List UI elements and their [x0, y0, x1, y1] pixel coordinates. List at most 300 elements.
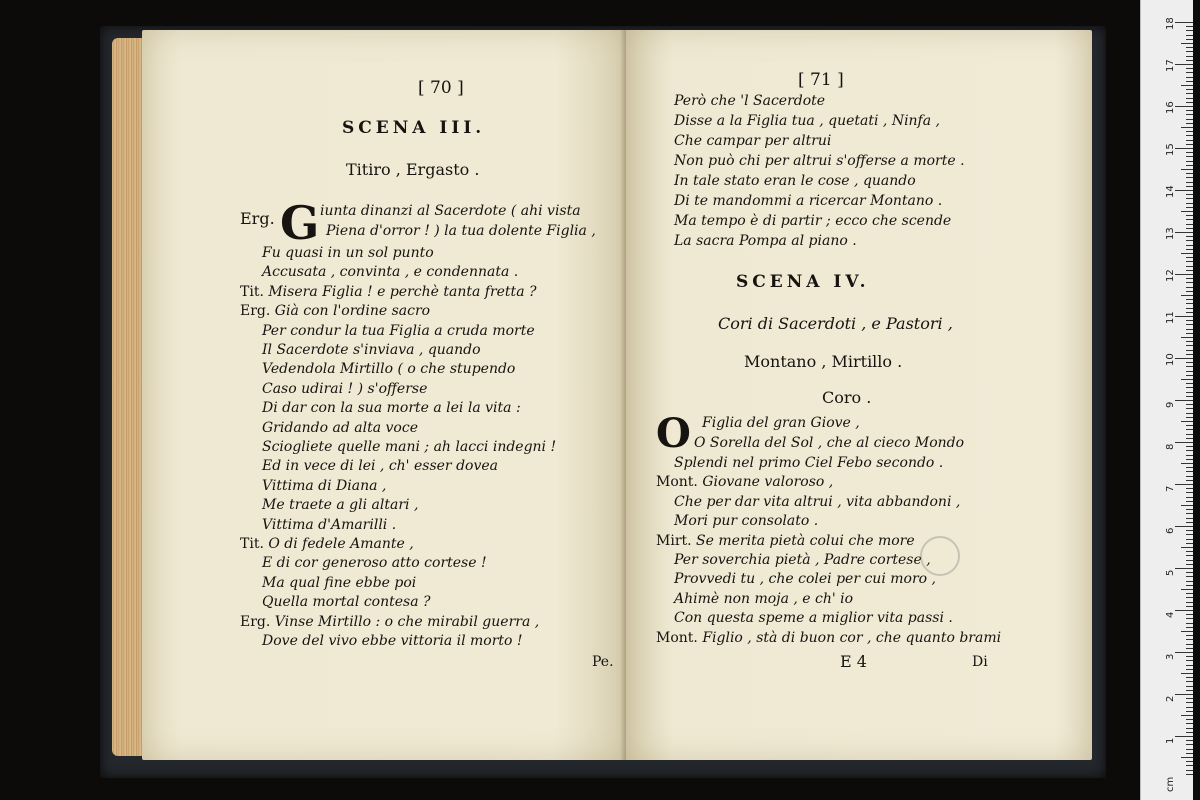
verse-line [240, 457, 498, 475]
ruler-tick [1186, 203, 1193, 204]
verse-line [674, 132, 831, 150]
verse-text: Fu quasi in un sol punto [262, 245, 434, 261]
verse-line [240, 283, 537, 301]
ruler-number: 13 [1165, 227, 1176, 240]
verse-line [656, 551, 931, 569]
verse-text: Però che 'l Sacerdote [674, 93, 826, 109]
ruler-tick [1186, 194, 1193, 195]
ruler-tick [1186, 539, 1193, 540]
ruler-number: 14 [1165, 185, 1176, 198]
library-stamp-mark [920, 536, 960, 576]
verse-line [240, 535, 414, 553]
ruler-tick [1186, 47, 1193, 48]
ruler-tick [1181, 169, 1193, 170]
verse-line [656, 609, 953, 627]
ruler-tick [1186, 257, 1193, 258]
ruler-tick [1186, 131, 1193, 132]
ruler-tick [1186, 614, 1193, 615]
verse-text: Di dar con la sua morte a lei la vita : [262, 400, 521, 417]
ruler-tick [1186, 387, 1193, 388]
speaker-label: Erg. [240, 209, 275, 228]
ruler-number: 10 [1165, 353, 1176, 366]
verse-text: E di cor generoso atto cortese ! [262, 555, 487, 572]
ruler-number: 3 [1165, 653, 1176, 660]
ruler-number: 9 [1165, 401, 1176, 408]
ruler-tick [1186, 639, 1193, 640]
left-page [142, 30, 628, 760]
ruler-tick [1175, 274, 1193, 275]
ruler-tick [1186, 114, 1193, 115]
verse-text: Ma qual fine ebbe poi [262, 574, 417, 591]
ruler-tick [1186, 350, 1193, 351]
ruler-tick [1181, 463, 1193, 464]
ruler-tick [1186, 446, 1193, 447]
ruler-tick [1186, 333, 1193, 334]
ruler-tick [1186, 102, 1193, 103]
ruler-tick [1186, 366, 1193, 367]
verse-line [240, 554, 487, 572]
ruler-tick [1186, 278, 1193, 279]
ruler-tick [1186, 585, 1193, 586]
ruler-tick [1186, 429, 1193, 430]
ruler-tick [1186, 438, 1193, 439]
ruler-tick [1181, 673, 1193, 674]
ruler-tick [1186, 749, 1193, 750]
ruler-tick [1186, 165, 1193, 166]
ruler-tick [1186, 26, 1193, 27]
ruler-tick [1186, 770, 1193, 771]
verse-line [656, 629, 1001, 647]
ruler-tick [1186, 413, 1193, 414]
ruler-tick [1181, 589, 1193, 590]
ruler-tick [1186, 308, 1193, 309]
ruler-tick [1186, 471, 1193, 472]
verse-line [674, 152, 965, 170]
ruler-tick [1186, 161, 1193, 162]
ruler-tick [1186, 677, 1193, 678]
ruler-tick [1175, 484, 1193, 485]
verse-text: Sciogliete quelle mani ; ah lacci indegni ! [262, 439, 557, 455]
ruler-tick [1175, 106, 1193, 107]
ruler-tick [1186, 476, 1193, 477]
ruler-tick [1186, 371, 1193, 372]
ruler-tick [1186, 602, 1193, 603]
ruler-tick [1186, 219, 1193, 220]
ruler-tick [1186, 522, 1193, 523]
ruler-tick [1186, 564, 1193, 565]
verse-text: Quella mortal contesa ? [262, 594, 431, 611]
verse-text: Che per dar vita altrui , vita abbandoni , [674, 493, 961, 510]
verse-line: iunta dinanzi al Sacerdote ( ahi vista [320, 203, 581, 219]
ruler-tick [1181, 631, 1193, 632]
ruler-tick [1186, 404, 1193, 405]
ruler-tick [1186, 555, 1193, 556]
persons-right-2: Montano , Mirtillo . [744, 352, 903, 371]
verse-text: Ma tempo è di partir ; ecco che scende [674, 213, 952, 229]
verse-line [656, 512, 818, 530]
verse-line [240, 613, 539, 631]
verse-line [240, 322, 535, 340]
verse-line [240, 263, 518, 281]
ruler-tick [1175, 568, 1193, 569]
ruler-tick [1186, 665, 1193, 666]
verse-text: Già con l'ordine sacro [274, 303, 431, 320]
ruler-tick [1186, 312, 1193, 313]
ruler-tick [1186, 534, 1193, 535]
verse-line [656, 570, 936, 588]
verse-line [240, 438, 556, 456]
ruler-tick [1175, 148, 1193, 149]
ruler-tick [1181, 43, 1193, 44]
ruler-tick [1186, 320, 1193, 321]
ruler-tick [1186, 501, 1193, 502]
ruler-tick [1186, 77, 1193, 78]
persons-right-1: Cori di Sacerdoti , e Pastori , [718, 314, 953, 333]
ruler-tick [1186, 480, 1193, 481]
verse-line: Piena d'orror ! ) la tua dolente Figlia , [326, 223, 596, 239]
ruler-tick [1186, 345, 1193, 346]
verse-line [240, 496, 418, 514]
ruler-tick [1186, 455, 1193, 456]
ruler-tick [1186, 392, 1193, 393]
ruler-tick [1186, 753, 1193, 754]
ruler-tick [1175, 652, 1193, 653]
ruler-tick [1186, 383, 1193, 384]
ruler-tick [1175, 22, 1193, 23]
ruler-tick [1186, 240, 1193, 241]
ruler-tick [1186, 51, 1193, 52]
ruler-tick [1175, 400, 1193, 401]
speaker-label: Mirt. [656, 532, 697, 549]
verse-text: Caso udirai ! ) s'offerse [262, 380, 428, 397]
ruler-tick [1186, 68, 1193, 69]
ruler-number: 12 [1165, 269, 1176, 282]
verse-text: Provvedi tu , che colei per cui moro , [674, 571, 936, 588]
ruler-tick [1186, 140, 1193, 141]
ruler-tick [1186, 509, 1193, 510]
ruler-tick [1186, 261, 1193, 262]
ruler-tick [1175, 316, 1193, 317]
verse-line: Figlia del gran Giove , [702, 415, 860, 431]
ruler-tick [1186, 362, 1193, 363]
speaker-label: Tit. [240, 536, 269, 552]
ruler-tick [1186, 627, 1193, 628]
ruler-tick [1181, 295, 1193, 296]
ruler-tick [1181, 379, 1193, 380]
ruler-number: 15 [1165, 143, 1176, 156]
speaker-label: Mont. [656, 474, 703, 491]
ruler-tick [1186, 719, 1193, 720]
verse-line [240, 399, 521, 417]
ruler-tick [1175, 358, 1193, 359]
verse-line [656, 473, 833, 491]
verse-text: In tale stato eran le cose , quando [674, 173, 916, 189]
ruler-tick [1186, 740, 1193, 741]
ruler-tick [1186, 291, 1193, 292]
chorus-heading: Coro . [822, 388, 872, 407]
speaker-label: Erg. [240, 613, 275, 630]
ruler-tick [1186, 551, 1193, 552]
ruler-tick [1186, 215, 1193, 216]
ruler-tick [1181, 421, 1193, 422]
verse-text: Vittima d'Amarilli . [262, 516, 397, 533]
ruler-tick [1186, 156, 1193, 157]
ruler-tick [1186, 152, 1193, 153]
ruler-tick [1186, 492, 1193, 493]
ruler-unit: cm [1165, 776, 1176, 792]
open-book [112, 30, 1092, 762]
ruler-tick [1186, 30, 1193, 31]
ruler-tick [1186, 417, 1193, 418]
verse-line [656, 590, 853, 608]
ruler-tick [1186, 702, 1193, 703]
ruler-tick [1186, 245, 1193, 246]
ruler-tick [1186, 81, 1193, 82]
ruler-tick [1186, 266, 1193, 267]
ruler-tick [1186, 530, 1193, 531]
ruler-tick [1175, 526, 1193, 527]
ruler-tick [1186, 606, 1193, 607]
verse-line [656, 532, 915, 550]
ruler-tick [1181, 85, 1193, 86]
persons-left: Titiro , Ergasto . [346, 160, 480, 179]
ruler-tick [1186, 623, 1193, 624]
ruler-tick [1186, 98, 1193, 99]
verse-text: O di fedele Amante , [268, 536, 414, 552]
ruler-tick [1175, 64, 1193, 65]
ruler-number: 8 [1165, 443, 1176, 450]
verse-text: La sacra Pompa al piano . [674, 233, 857, 249]
verse-text: Dove del vivo ebbe vittoria il morto ! [262, 633, 523, 649]
catchword-left: Pe. [592, 654, 614, 670]
ruler-tick [1186, 119, 1193, 120]
ruler-number: 4 [1165, 611, 1176, 618]
verse-text: Accusata , convinta , e condennata . [262, 264, 519, 281]
ruler-tick [1186, 761, 1193, 762]
ruler-tick [1186, 543, 1193, 544]
verse-line [240, 244, 434, 262]
ruler-tick [1186, 497, 1193, 498]
ruler-tick [1186, 282, 1193, 283]
ruler-tick [1186, 123, 1193, 124]
ruler-tick [1186, 560, 1193, 561]
verse-line [674, 112, 940, 130]
ruler-tick [1181, 211, 1193, 212]
verse-line [656, 493, 960, 511]
verse-text: Vinse Mirtillo : o che mirabil guerra , [274, 613, 540, 630]
verse-line [240, 360, 515, 378]
verse-text: Giovane valoroso , [702, 474, 834, 491]
verse-line [674, 172, 916, 190]
ruler-tick [1186, 249, 1193, 250]
ruler-tick [1186, 744, 1193, 745]
ruler-tick [1186, 182, 1193, 183]
scene-heading-left: SCENA III. [342, 118, 486, 138]
ruler-tick [1186, 56, 1193, 57]
ruler-tick [1186, 656, 1193, 657]
speaker-label: Mont. [656, 629, 703, 646]
verse-text: Me traete a gli altari , [262, 497, 419, 514]
catchword-right: Di [972, 654, 988, 670]
ruler-tick [1186, 698, 1193, 699]
ruler-tick [1186, 324, 1193, 325]
ruler-tick [1186, 228, 1193, 229]
ruler-tick [1186, 723, 1193, 724]
ruler-number: 18 [1165, 17, 1176, 30]
ruler-tick [1186, 728, 1193, 729]
ruler-number: 17 [1165, 59, 1176, 72]
ruler-number: 16 [1165, 101, 1176, 114]
ruler-number: 2 [1165, 695, 1176, 702]
ruler-tick [1181, 547, 1193, 548]
page-number-right: [ 71 ] [798, 70, 844, 90]
verse-line [240, 516, 396, 534]
ruler-tick [1186, 39, 1193, 40]
ruler-tick [1186, 660, 1193, 661]
speaker-label: Erg. [240, 303, 275, 320]
measurement-ruler [1140, 0, 1193, 800]
ruler-tick [1186, 341, 1193, 342]
ruler-tick [1186, 635, 1193, 636]
ruler-tick [1186, 303, 1193, 304]
ruler-tick [1186, 35, 1193, 36]
ruler-tick [1181, 757, 1193, 758]
ruler-tick [1175, 736, 1193, 737]
verse-line [656, 454, 943, 472]
verse-text: Con questa speme a miglior vita passi . [674, 610, 953, 627]
page-number-left: [ 70 ] [418, 78, 464, 98]
ruler-tick [1186, 690, 1193, 691]
ruler-tick [1186, 186, 1193, 187]
verse-text: Per soverchia pietà , Padre cortese , [674, 552, 931, 568]
verse-line [674, 232, 857, 250]
verse-line [240, 380, 427, 398]
right-page [626, 30, 1092, 760]
ruler-tick [1186, 459, 1193, 460]
verse-text: Che campar per altrui [674, 133, 832, 149]
ruler-number: 6 [1165, 527, 1176, 534]
ruler-tick [1175, 190, 1193, 191]
ruler-tick [1186, 581, 1193, 582]
verse-text: Se merita pietà colui che more [696, 532, 915, 549]
ruler-tick [1186, 299, 1193, 300]
ruler-tick [1186, 576, 1193, 577]
ruler-number: 11 [1165, 311, 1176, 324]
ruler-tick [1186, 618, 1193, 619]
ruler-number: 7 [1165, 485, 1176, 492]
ruler-tick [1186, 207, 1193, 208]
scene-heading-right: SCENA IV. [736, 272, 870, 292]
verse-line [240, 341, 481, 359]
ruler-tick [1186, 488, 1193, 489]
ruler-tick [1186, 135, 1193, 136]
verse-text: Il Sacerdote s'inviava , quando [262, 342, 481, 358]
ruler-number: 1 [1165, 737, 1176, 744]
ruler-tick [1186, 110, 1193, 111]
ruler-tick [1181, 127, 1193, 128]
ruler-tick [1186, 765, 1193, 766]
ruler-tick [1186, 648, 1193, 649]
verse-line [674, 212, 951, 230]
ruler-tick [1186, 89, 1193, 90]
ruler-tick [1186, 270, 1193, 271]
verse-line [240, 419, 418, 437]
ruler-tick [1181, 505, 1193, 506]
verse-text: Vedendola Mirtillo ( o che stupendo [262, 361, 516, 378]
verse-text: Gridando ad alta voce [262, 419, 418, 436]
ruler-tick [1175, 442, 1193, 443]
verse-text: Di te mandommi a ricercar Montano . [674, 193, 943, 209]
ruler-tick [1186, 224, 1193, 225]
ruler-tick [1186, 60, 1193, 61]
ruler-tick [1175, 610, 1193, 611]
ruler-tick [1186, 774, 1193, 775]
ruler-tick [1186, 354, 1193, 355]
ruler-tick [1181, 253, 1193, 254]
ruler-tick [1186, 434, 1193, 435]
ruler-tick [1186, 513, 1193, 514]
ruler-tick [1186, 177, 1193, 178]
ruler-tick [1186, 198, 1193, 199]
ruler-tick [1186, 572, 1193, 573]
ruler-tick [1186, 173, 1193, 174]
ruler-tick [1181, 337, 1193, 338]
ruler-tick [1186, 425, 1193, 426]
ruler-tick [1186, 518, 1193, 519]
ruler-tick [1181, 715, 1193, 716]
verse-text: Per condur la tua Figlia a cruda morte [262, 322, 535, 339]
verse-line [240, 477, 386, 495]
verse-text: Splendi nel primo Ciel Febo secondo . [674, 455, 944, 471]
verse-text: Ed in vece di lei , ch' esser dovea [262, 458, 498, 475]
ruler-tick [1186, 375, 1193, 376]
ruler-tick [1186, 144, 1193, 145]
drop-cap-left: G [280, 196, 320, 250]
ruler-tick [1186, 287, 1193, 288]
verse-text: Figlio , stà di buon cor , che quanto brami [702, 629, 1002, 646]
verse-text: Non può chi per altrui s'offerse a morte . [674, 153, 965, 169]
verse-line [240, 593, 431, 611]
ruler-tick [1186, 72, 1193, 73]
ruler-tick [1175, 232, 1193, 233]
ruler-tick [1186, 711, 1193, 712]
verse-line [240, 632, 523, 650]
ruler-tick [1186, 408, 1193, 409]
ruler-tick [1186, 681, 1193, 682]
ruler-tick [1186, 450, 1193, 451]
verse-line [674, 92, 825, 110]
verse-line [240, 574, 416, 592]
ruler-tick [1186, 396, 1193, 397]
ruler-tick [1186, 93, 1193, 94]
verse-text: Misera Figlia ! e perchè tanta fretta ? [268, 283, 537, 300]
ruler-tick [1186, 686, 1193, 687]
ruler-tick [1186, 467, 1193, 468]
speaker-label: Tit. [240, 283, 269, 300]
ruler-tick [1186, 707, 1193, 708]
verse-line [240, 302, 430, 320]
ruler-tick [1186, 236, 1193, 237]
verse-text: Ahimè non moja , e ch' io [674, 590, 854, 607]
verse-line [674, 192, 942, 210]
verse-text: Mori pur consolato . [674, 513, 819, 530]
verse-text: Disse a la Figlia tua , quetati , Ninfa , [674, 113, 940, 129]
ruler-tick [1186, 597, 1193, 598]
ruler-tick [1186, 732, 1193, 733]
ruler-tick [1175, 694, 1193, 695]
ruler-tick [1186, 644, 1193, 645]
signature-mark: E 4 [840, 652, 867, 671]
